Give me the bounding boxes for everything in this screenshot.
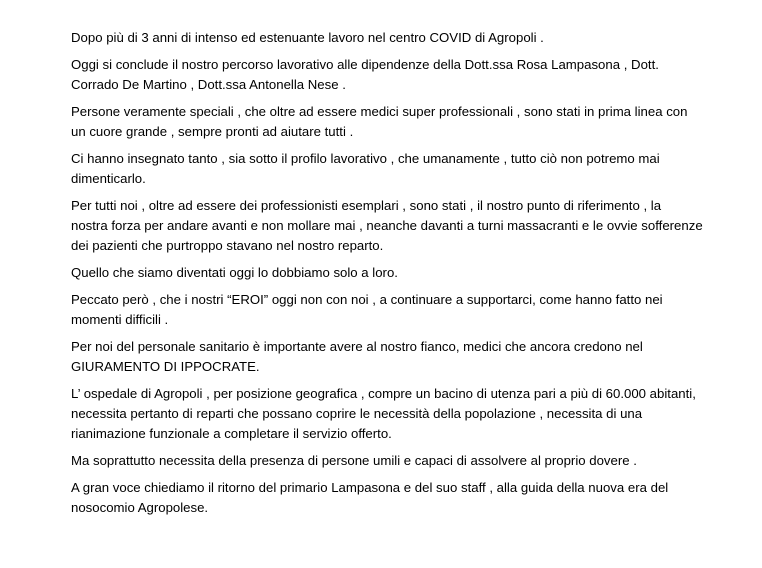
text-line: nosocomio Agropolese. (71, 500, 209, 515)
paragraph-10 (71, 451, 721, 471)
text-line: Peccato però , che i nostri “EROI” oggi non con noi , a continuare a supportarci, come hanno fatto nei (71, 292, 663, 307)
text-line: dei pazienti che purtroppo stavano nel nostro reparto. (71, 238, 384, 253)
text-line: Ma soprattutto necessita della presenza di persone umili e capaci di assolvere al proprio dovere . (71, 453, 637, 468)
text-line: A gran voce chiediamo il ritorno del primario Lampasona e del suo staff , alla guida della nuova era del (71, 480, 669, 495)
text-line: dimenticarlo. (71, 171, 146, 186)
paragraph-2 (71, 55, 721, 95)
paragraph-5 (71, 196, 721, 256)
paragraph-11 (71, 478, 721, 518)
text-line: necessita pertanto di reparti che possano coprire le necessità della popolazione , necessita di una (71, 406, 643, 421)
paragraph-9 (71, 384, 721, 444)
paragraph-6 (71, 263, 721, 283)
text-line: GIURAMENTO DI IPPOCRATE. (71, 359, 260, 374)
paragraph-4 (71, 149, 721, 189)
text-line: Ci hanno insegnato tanto , sia sotto il profilo lavorativo , che umanamente , tutto ciò non potremo mai (71, 151, 660, 166)
document-body (71, 28, 721, 525)
text-line: Oggi si conclude il nostro percorso lavorativo alle dipendenze della Dott.ssa Rosa Lampasona , Dott. (71, 57, 659, 72)
text-line: Persone veramente speciali , che oltre ad essere medici super professionali , sono stati in prima linea con (71, 104, 688, 119)
paragraph-7 (71, 290, 721, 330)
text-line: Per noi del personale sanitario è importante avere al nostro fianco, medici che ancora credono nel (71, 339, 643, 354)
paragraph-3 (71, 102, 721, 142)
text-line: Dopo più di 3 anni di intenso ed estenuante lavoro nel centro COVID di Agropoli . (71, 30, 544, 45)
text-line: Corrado De Martino , Dott.ssa Antonella Nese . (71, 77, 346, 92)
paragraph-8 (71, 337, 721, 377)
text-line: momenti difficili . (71, 312, 169, 327)
text-line: nostra forza per andare avanti e non mollare mai , neanche davanti a turni massacranti e le ovvie sofferenze (71, 218, 703, 233)
text-line: Quello che siamo diventati oggi lo dobbiamo solo a loro. (71, 265, 398, 280)
text-line: un cuore grande , sempre pronti ad aiutare tutti . (71, 124, 354, 139)
text-line: L’ ospedale di Agropoli , per posizione geografica , compre un bacino di utenza pari a più di 60.000 abitanti, (71, 386, 696, 401)
text-line: Per tutti noi , oltre ad essere dei professionisti esemplari , sono stati , il nostro punto di riferimento , la (71, 198, 662, 213)
text-line: rianimazione funzionale a completare il servizio offerto. (71, 426, 392, 441)
paragraph-1 (71, 28, 721, 48)
